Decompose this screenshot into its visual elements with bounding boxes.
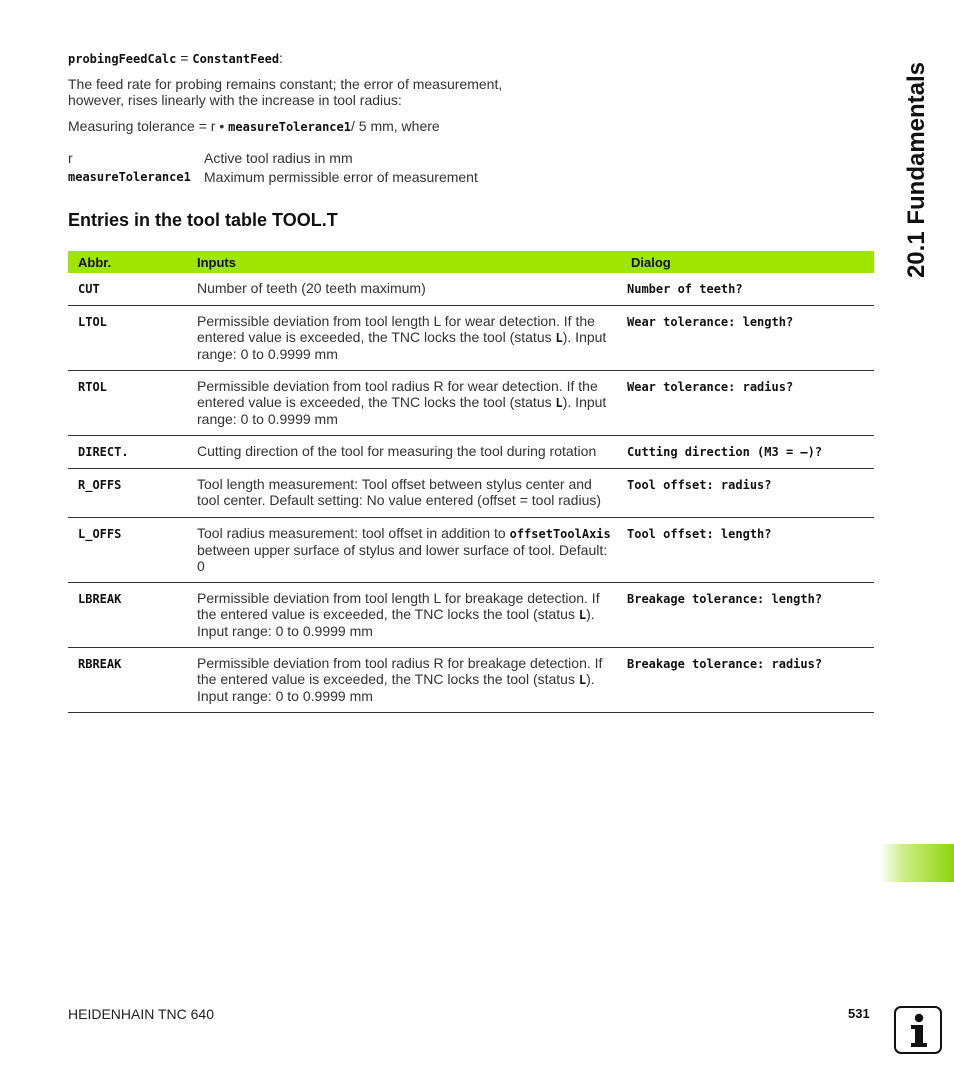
cell-input bbox=[187, 306, 621, 371]
cell-input bbox=[187, 583, 621, 648]
input-code: offsetToolAxis bbox=[509, 527, 611, 541]
chapter-side-title bbox=[895, 40, 939, 300]
abbr-code: LTOL bbox=[78, 315, 107, 329]
info-icon bbox=[894, 1006, 942, 1054]
input-pre: Permissible deviation from tool radius R for wear detection. If the entered value is exceeded, the TNC locks the tool (status bbox=[197, 378, 598, 410]
footer-product: HEIDENHAIN TNC 640 bbox=[68, 1006, 215, 1022]
cell-input bbox=[187, 469, 621, 518]
abbr-code: RBREAK bbox=[78, 657, 122, 671]
input-pre: Permissible deviation from tool radius R for breakage detection. If the entered value is exceeded, the TNC locks the tool (status bbox=[197, 655, 603, 687]
input-post: ). Input range: 0 to 0.9999 mm bbox=[197, 394, 607, 427]
dialog-prompt: Cutting direction (M3 = –)? bbox=[627, 445, 823, 459]
cell-dialog bbox=[621, 371, 874, 436]
definition-row bbox=[68, 167, 478, 186]
definition-desc: Active tool radius in mm bbox=[204, 149, 353, 166]
cell-input bbox=[187, 648, 621, 713]
cell-dialog bbox=[621, 436, 874, 469]
cell-abbr bbox=[68, 306, 187, 371]
input-pre: Tool length measurement: Tool offset between stylus center and tool center. Default setting: No value entered (offset = tool radius) bbox=[197, 476, 602, 508]
input-code: L bbox=[578, 673, 587, 687]
cell-input bbox=[187, 436, 621, 469]
table-row bbox=[68, 469, 874, 518]
chapter-tab-marker bbox=[880, 844, 954, 882]
cell-input bbox=[187, 371, 621, 436]
input-post: ). Input range: 0 to 0.9999 mm bbox=[197, 606, 595, 639]
table-header-row bbox=[68, 251, 874, 273]
abbr-code: RTOL bbox=[78, 380, 107, 394]
cell-abbr bbox=[68, 436, 187, 469]
dialog-prompt: Tool offset: radius? bbox=[627, 478, 772, 492]
abbr-code: DIRECT. bbox=[78, 445, 129, 459]
table-row bbox=[68, 273, 874, 306]
tolerance-param: measureTolerance1 bbox=[228, 120, 351, 134]
input-pre: Number of teeth (20 teeth maximum) bbox=[197, 280, 426, 296]
definition-term: measureTolerance1 bbox=[68, 169, 191, 184]
input-code: L bbox=[555, 396, 563, 410]
dialog-prompt: Breakage tolerance: radius? bbox=[627, 657, 823, 671]
dialog-prompt: Tool offset: length? bbox=[627, 527, 772, 541]
cell-dialog bbox=[621, 583, 874, 648]
definition-desc: Maximum permissible error of measurement bbox=[204, 168, 478, 185]
formula-value: ConstantFeed bbox=[192, 52, 280, 66]
header-dialog: Dialog bbox=[621, 251, 874, 273]
dialog-prompt: Wear tolerance: radius? bbox=[627, 380, 794, 394]
cell-abbr bbox=[68, 371, 187, 436]
definition-list bbox=[68, 148, 478, 186]
chapter-title-text: 20.1 Fundamentals bbox=[903, 61, 930, 279]
header-inputs: Inputs bbox=[187, 251, 621, 273]
table-row bbox=[68, 306, 874, 371]
cell-dialog bbox=[621, 518, 874, 583]
abbr-code: R_OFFS bbox=[78, 478, 122, 492]
info-icon-glyph bbox=[896, 1008, 940, 1052]
cell-abbr bbox=[68, 518, 187, 583]
definition-term: r bbox=[68, 149, 73, 166]
cell-abbr bbox=[68, 469, 187, 518]
input-pre: Cutting direction of the tool for measuring the tool during rotation bbox=[197, 443, 597, 459]
cell-input bbox=[187, 518, 621, 583]
formula-suffix: : bbox=[279, 50, 283, 66]
formula-equals: = bbox=[176, 50, 193, 66]
cell-input bbox=[187, 273, 621, 306]
tolerance-prefix: Measuring tolerance = r • bbox=[68, 118, 229, 134]
input-post: ). Input range: 0 to 0.9999 mm bbox=[197, 329, 607, 362]
page-number: 531 bbox=[848, 1006, 870, 1021]
definition-row bbox=[68, 148, 478, 167]
cell-abbr bbox=[68, 648, 187, 713]
dialog-prompt: Breakage tolerance: length? bbox=[627, 592, 823, 606]
table-row bbox=[68, 648, 874, 713]
cell-dialog bbox=[621, 469, 874, 518]
dialog-prompt: Number of teeth? bbox=[627, 282, 743, 296]
abbr-code: LBREAK bbox=[78, 592, 122, 606]
abbr-code: L_OFFS bbox=[78, 527, 122, 541]
table-row bbox=[68, 518, 874, 583]
section-heading: Entries in the tool table TOOL.T bbox=[68, 210, 338, 230]
header-abbr: Abbr. bbox=[68, 251, 187, 273]
tool-table bbox=[68, 251, 874, 713]
dialog-prompt: Wear tolerance: length? bbox=[627, 315, 794, 329]
input-post: ). Input range: 0 to 0.9999 mm bbox=[197, 671, 595, 704]
abbr-code: CUT bbox=[78, 282, 100, 296]
tolerance-line bbox=[68, 118, 440, 135]
table-body bbox=[68, 273, 874, 713]
intro-paragraph: The feed rate for probing remains constant; the error of measurement, however, rises linearly with the increase in tool radius: bbox=[68, 76, 503, 108]
input-pre: Permissible deviation from tool length L for wear detection. If the entered value is exceeded, the TNC locks the tool (status bbox=[197, 313, 595, 345]
cell-abbr bbox=[68, 583, 187, 648]
formula-param: probingFeedCalc bbox=[68, 52, 177, 66]
input-pre: Permissible deviation from tool length L for breakage detection. If the entered value is exceeded, the TNC locks the tool (status bbox=[197, 590, 600, 622]
formula-line bbox=[68, 50, 283, 66]
cell-dialog bbox=[621, 306, 874, 371]
table-row bbox=[68, 371, 874, 436]
table-row bbox=[68, 436, 874, 469]
tolerance-suffix: / 5 mm, where bbox=[350, 118, 440, 134]
input-code: L bbox=[578, 608, 587, 622]
input-code: L bbox=[555, 331, 563, 345]
cell-dialog bbox=[621, 648, 874, 713]
cell-dialog bbox=[621, 273, 874, 306]
cell-abbr bbox=[68, 273, 187, 306]
table-row bbox=[68, 583, 874, 648]
input-pre: Tool radius measurement: tool offset in addition to bbox=[197, 525, 510, 541]
input-post: between upper surface of stylus and lower surface of tool. Default: 0 bbox=[197, 542, 608, 574]
